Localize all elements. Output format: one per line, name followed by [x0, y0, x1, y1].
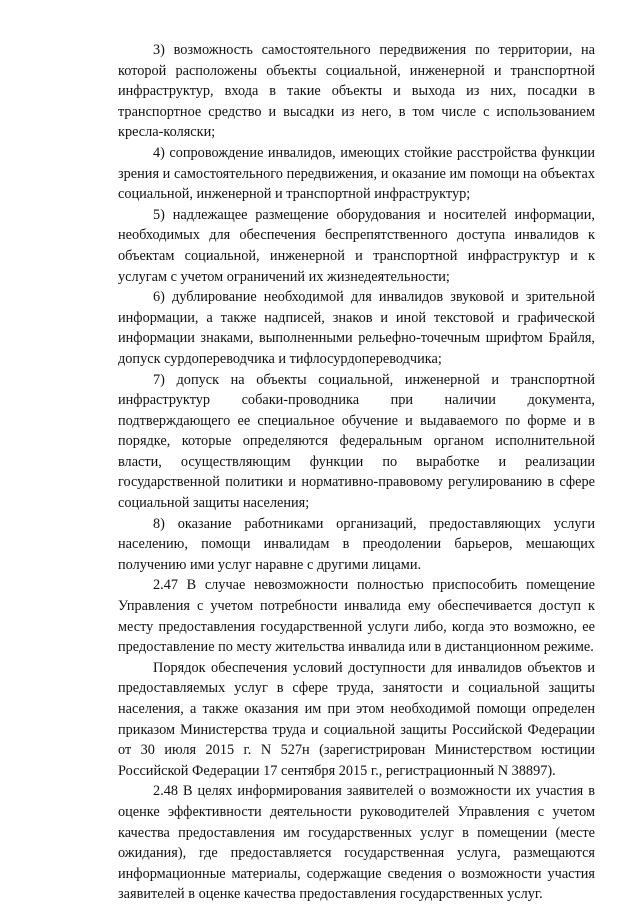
paragraph-item-3: 3) возможность самостоятельного передвижения по территории, на которой расположены объекты социальной, инженерной и транспортной инфраструктур, входа в такие объекты и выхода из них, посадки в транспортное средство и высадки из него, в том числе с использованием кресла-коляски;	[118, 42, 595, 141]
paragraph-accessibility-order: Порядок обеспечения условий доступности для инвалидов объектов и предоставляемых услуг в сфере труда, занятости и социальной защиты населения, а также оказания им при этом необходимой помощи определен приказом Министерства труда и социальной защиты Российской Федерации от 30 июля 2015 г. N 527н (зарегистрирован Министерством юстиции Российской Федерации 17 сентября 2015 г., регистрационный N 38897).	[118, 659, 595, 779]
paragraph-item-7: 7) допуск на объекты социальной, инженерной и транспортной инфраструктур собаки-проводника при наличии документа, подтверждающего ее специальное обучение и выдаваемого по форме и в порядке, которые определяются федеральным органом исполнительной власти, осуществляющим функции по выработке и реализации государственной политики и нормативно-правовому регулированию в сфере социальной защиты населения;	[118, 371, 595, 512]
paragraph-section-2-48: 2.48 В целях информирования заявителей о возможности их участия в оценке эффективности деятельности руководителей Управления с учетом качества предоставления им государственных услуг в помещении (месте ожидания), где предоставляется государственная услуга, размещаются информационные материалы, содержащие сведения о возможности участия заявителей в оценке качества предоставления государственных услуг.	[118, 783, 595, 903]
paragraph-item-5: 5) надлежащее размещение оборудования и носителей информации, необходимых для обеспечения беспрепятственного доступа инвалидов к объектам социальной, инженерной и транспортной инфраструктур и к услугам с учетом ограничений их жизнедеятельности;	[118, 206, 595, 285]
paragraph-item-4: 4) сопровождение инвалидов, имеющих стойкие расстройства функции зрения и самостоятельного передвижения, и оказание им помощи на объектах социальной, инженерной и транспортной инфраструктур;	[118, 144, 595, 203]
paragraph-item-6: 6) дублирование необходимой для инвалидов звуковой и зрительной информации, а также надписей, знаков и иной текстовой и графической информации знаками, выполненными рельефно-точечным шрифтом Брайля, допуск сурдопереводчика и тифлосурдопереводчика;	[118, 289, 595, 367]
paragraph-section-2-47: 2.47 В случае невозможности полностью приспособить помещение Управления с учетом потребности инвалида ему обеспечивается доступ к месту предоставления государственной услуги либо, когда это возможно, ее предоставление по месту жительства инвалида или в дистанционном режиме.	[118, 577, 595, 656]
document-page	[118, 40, 595, 905]
paragraph-item-8: 8) оказание работниками организаций, предоставляющих услуги населению, помощи инвалидам в преодолении барьеров, мешающих получению ими услуг наравне с другими лицами.	[118, 515, 595, 573]
